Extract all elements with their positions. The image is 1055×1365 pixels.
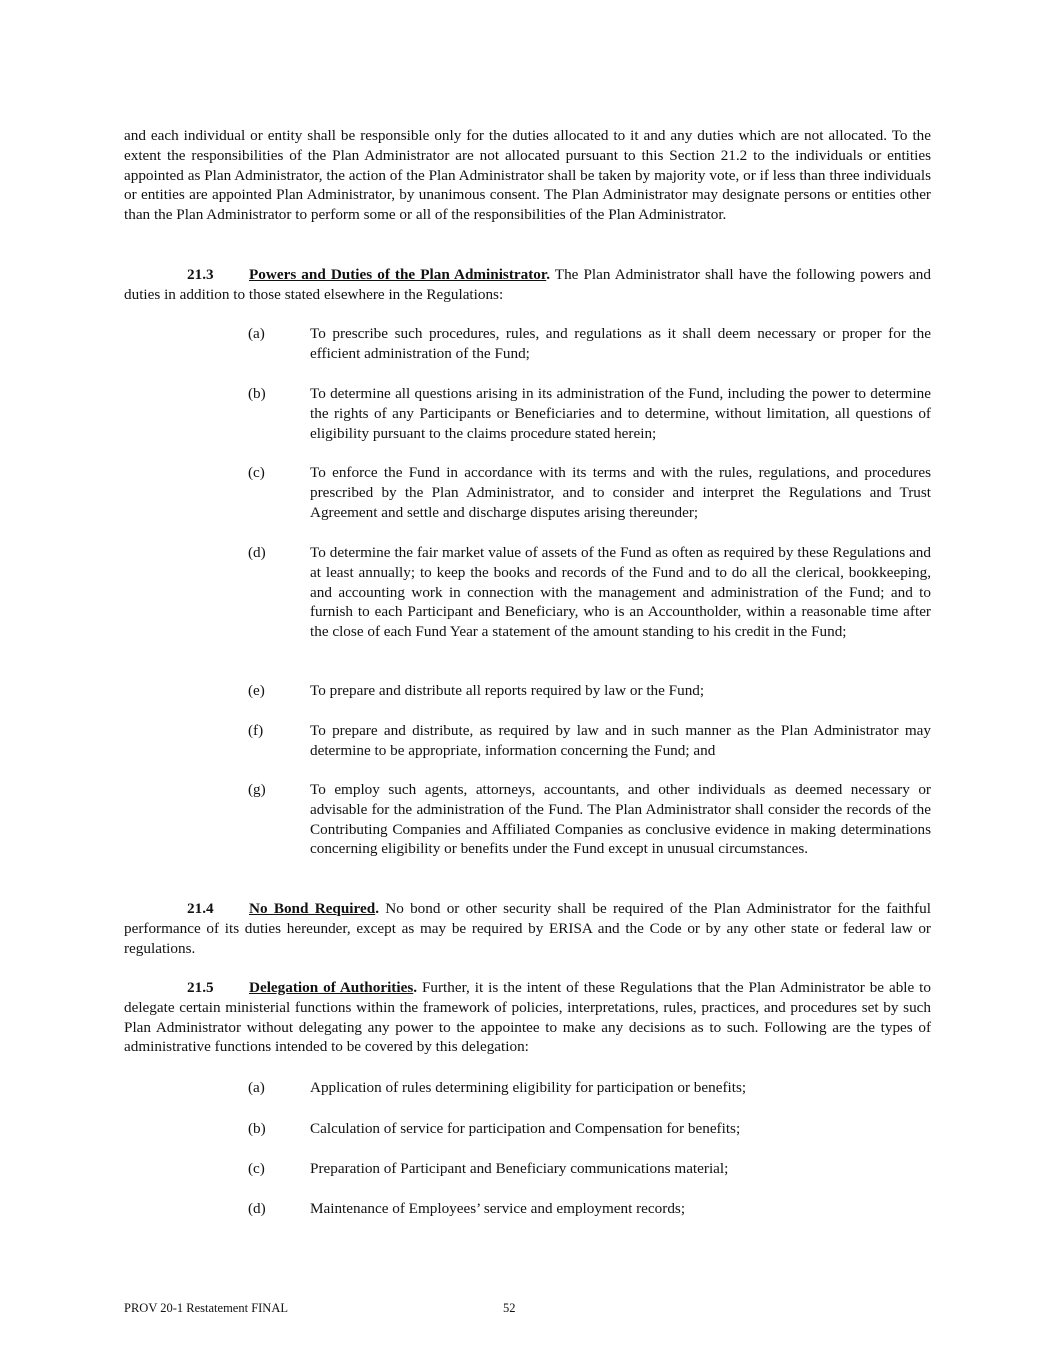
section-21-5: 21.5 Delegation of Authorities. Further, it is the intent of these Regulations that the Plan Administrator be able to delegate certain ministerial functions within the framework of policies, interpretations, rules, practices, and procedures set by such Plan Administrator without delegating any power to the appointee to make any decisions as to such. Following are the types of administrative functions intended to be covered by this delegation:	[124, 979, 931, 1056]
list-item	[248, 1199, 931, 1219]
list-item	[248, 463, 931, 522]
list-item	[248, 1119, 931, 1139]
section-body: The Plan Administrator shall have the following powers and duties in addition to those stated elsewhere in the Regulations:	[124, 266, 931, 303]
item-label: (c)	[248, 1160, 265, 1177]
item-label: (g)	[248, 781, 266, 798]
item-text: Maintenance of Employees’ service and employment records;	[310, 1200, 686, 1217]
section-body: Further, it is the intent of these Regulations that the Plan Administrator be able to delegate certain ministerial functions within the framework of policies, interpretations, rules, practices, and procedures set by such Plan Administrator without delegating any power to the appointee to make any decisions as to such. Following are the types of administrative functions intended to be covered by this delegation:	[124, 979, 931, 1056]
item-text: Calculation of service for participation and Compensation for benefits;	[310, 1120, 741, 1137]
item-text: To prepare and distribute all reports required by law or the Fund;	[310, 682, 705, 699]
item-text: To prescribe such procedures, rules, and regulations as it shall deem necessary or proper for the efficient administration of the Fund;	[310, 325, 931, 362]
section-body: No bond or other security shall be required of the Plan Administrator for the faithful performance of its duties hereunder, except as may be required by ERISA and the Code or by any other state or federal law or regulations.	[124, 900, 931, 957]
intro-paragraph: and each individual or entity shall be responsible only for the duties allocated to it and any duties which are not allocated. To the extent the responsibilities of the Plan Administrator are not allocated pursuant to this Section 21.2 to the individuals or entities appointed as Plan Administrator, the action of the Plan Administrator shall be taken by majority vote, or if less than three individuals or entities are appointed Plan Administrator, by unanimous consent. The Plan Administrator may designate persons or entities other than the Plan Administrator to perform some or all of the responsibilities of the Plan Administrator.	[124, 127, 931, 224]
section-number: 21.5	[187, 979, 214, 996]
footer-page-number: 52	[503, 1301, 516, 1315]
item-text: To prepare and distribute, as required by law and in such manner as the Plan Administrator may determine to be appropriate, information concerning the Fund; and	[310, 722, 931, 759]
item-label: (d)	[248, 544, 266, 561]
item-label: (a)	[248, 1079, 265, 1096]
section-title: No Bond Required	[249, 900, 376, 917]
item-text: Preparation of Participant and Beneficiary communications material;	[310, 1160, 729, 1177]
item-text: Application of rules determining eligibility for participation or benefits;	[310, 1079, 747, 1096]
section-21-4: 21.4 No Bond Required. No bond or other security shall be required of the Plan Administrator for the faithful performance of its duties hereunder, except as may be required by ERISA and the Code or by any other state or federal law or regulations.	[124, 900, 931, 957]
footer-document-id: PROV 20-1 Restatement FINAL	[124, 1301, 288, 1315]
list-item	[248, 1159, 931, 1179]
section-title: Powers and Duties of the Plan Administrator	[249, 266, 547, 283]
list-item	[248, 681, 931, 701]
item-text: To enforce the Fund in accordance with its terms and with the rules, regulations, and procedures prescribed by the Plan Administrator, and to consider and interpret the Regulations and Trust Agreement and settle and discharge disputes arising thereunder;	[310, 464, 931, 521]
item-label: (e)	[248, 682, 265, 699]
item-text: To determine all questions arising in its administration of the Fund, including the power to determine the rights of any Participants or Beneficiaries and to determine, without limitation, all questions of eligibility pursuant to the claims procedure stated herein;	[310, 385, 931, 442]
item-text: To determine the fair market value of assets of the Fund as often as required by these Regulations and at least annually; to keep the books and records of the Fund and to do all the clerical, bookkeeping, and accounting work in connection with the management and administration of the Fund; and to furnish to each Participant and Beneficiary, who is an Accountholder, within a reasonable time after the close of each Fund Year a statement of the amount standing to his credit in the Fund;	[310, 544, 931, 641]
list-item	[248, 721, 931, 761]
list-item	[248, 324, 931, 364]
section-number: 21.4	[187, 900, 214, 917]
item-label: (b)	[248, 1120, 266, 1137]
item-label: (b)	[248, 385, 266, 402]
list-item	[248, 1078, 931, 1098]
item-label: (f)	[248, 722, 264, 739]
list-item	[248, 384, 931, 443]
list-item	[248, 780, 931, 859]
item-text: To employ such agents, attorneys, accountants, and other individuals as deemed necessary or advisable for the administration of the Fund. The Plan Administrator shall consider the records of the Contributing Companies and Affiliated Companies as conclusive evidence in making determinations concerning eligibility or benefits under the Fund except in unusual circumstances.	[310, 781, 931, 858]
section-number: 21.3	[187, 266, 214, 283]
section-title: Delegation of Authorities	[249, 979, 414, 996]
item-label: (c)	[248, 464, 265, 481]
item-label: (a)	[248, 325, 265, 342]
section-21-3: 21.3 Powers and Duties of the Plan Administrator. The Plan Administrator shall have the following powers and duties in addition to those stated elsewhere in the Regulations:	[124, 266, 931, 303]
item-label: (d)	[248, 1200, 266, 1217]
list-item	[248, 543, 931, 642]
